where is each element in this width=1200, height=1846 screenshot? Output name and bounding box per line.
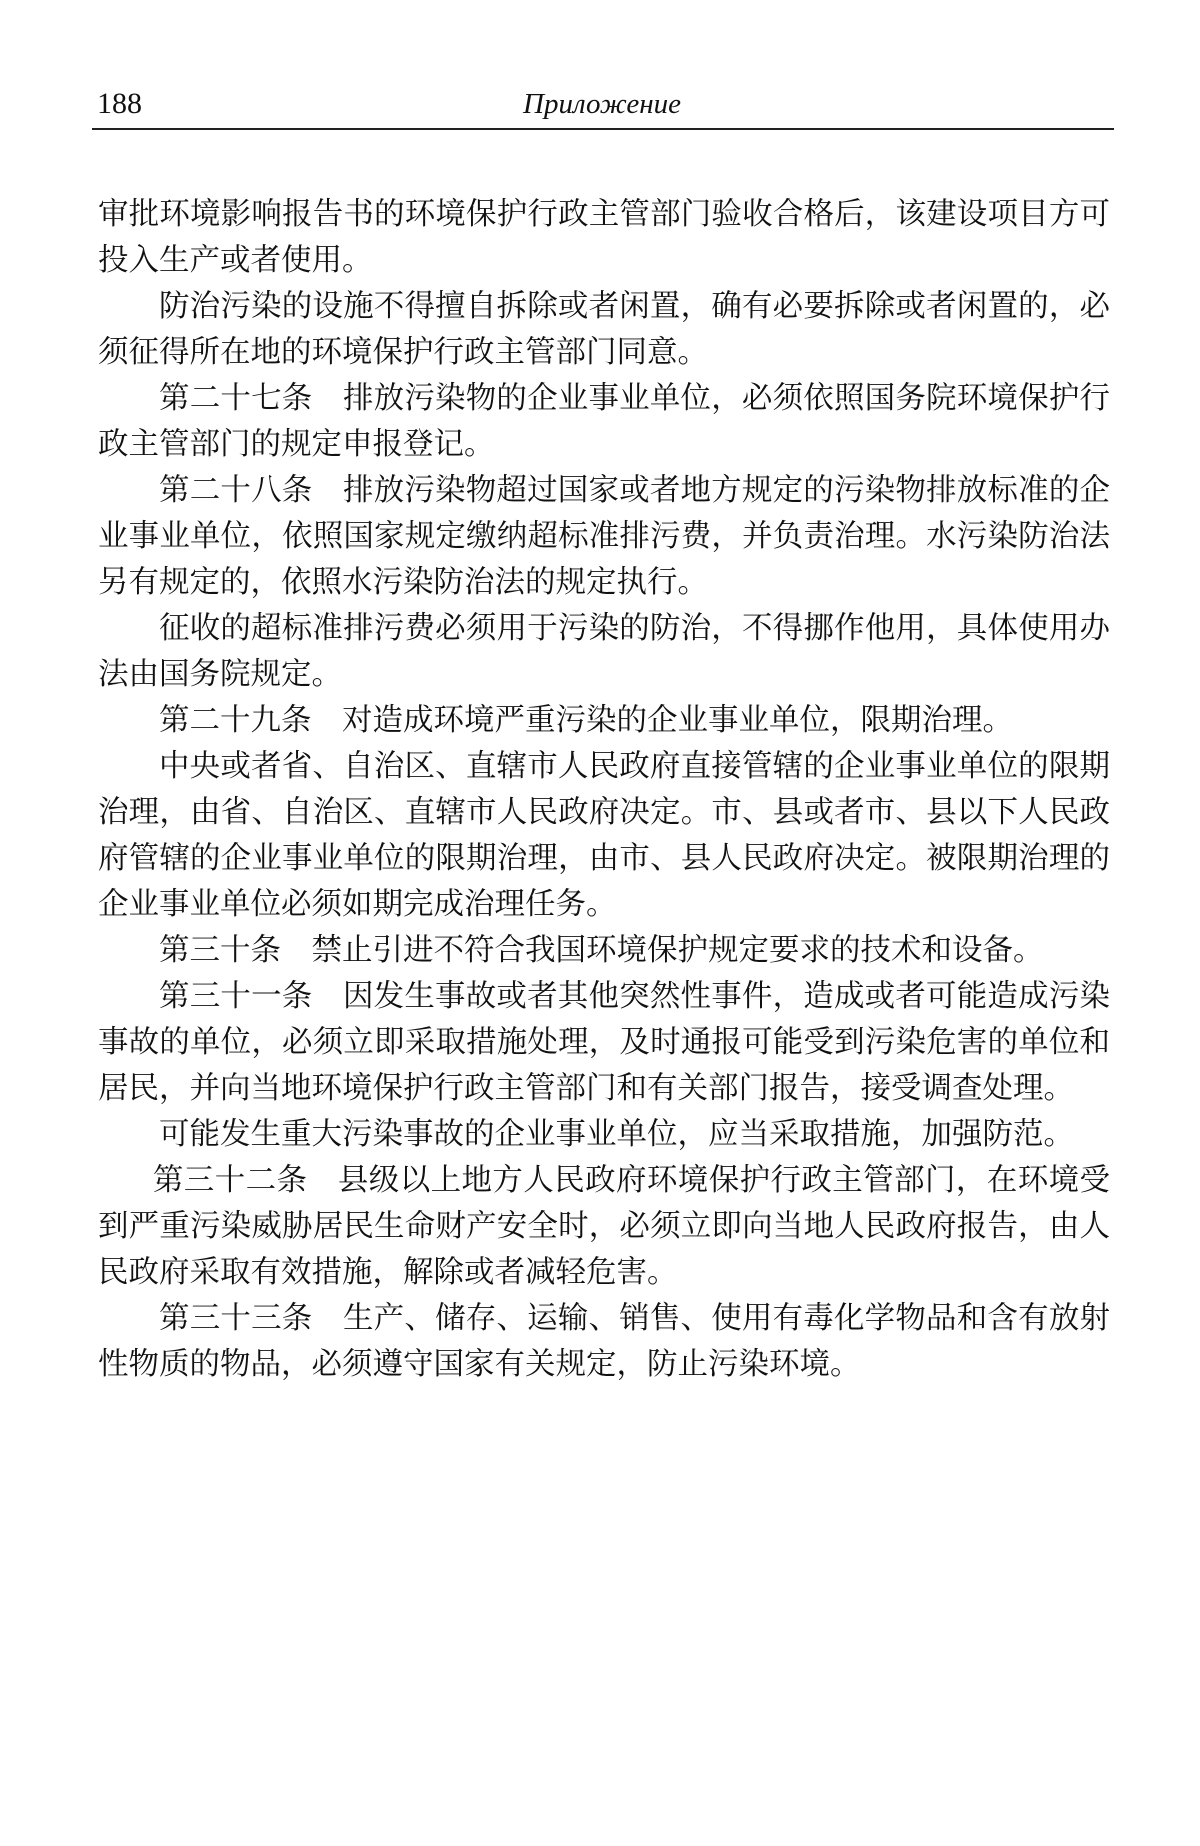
paragraph-text: 生产、储存、运输、销售、使用有毒化学物品和含有放射性物质的物品，必须遵守国家有关规定，防止污染环境。 <box>98 1301 1111 1382</box>
paragraph-text: 禁止引进不符合我国环境保护规定要求的技术和设备。 <box>311 933 1044 968</box>
article-number: 第三十条 <box>159 933 281 968</box>
paragraph-2 <box>98 284 1110 376</box>
article-number: 第二十七条 <box>159 381 313 416</box>
article-29 <box>98 698 1110 744</box>
paragraph-text: 排放污染物超过国家或者地方规定的污染物排放标准的企业事业单位，依照国家规定缴纳超标准排污费，并负责治理。水污染防治法另有规定的，依照水污染防治法的规定执行。 <box>98 473 1111 600</box>
paragraph-text: 审批环境影响报告书的环境保护行政主管部门验收合格后，该建设项目方可投入生产或者使用。 <box>98 197 1110 278</box>
article-33 <box>98 1296 1110 1388</box>
paragraph-text: 防治污染的设施不得擅自拆除或者闲置，确有必要拆除或者闲置的，必须征得所在地的环境保护行政主管部门同意。 <box>98 289 1110 370</box>
paragraph-text: 对造成环境严重污染的企业事业单位，限期治理。 <box>342 703 1013 738</box>
paragraph-text: 因发生事故或者其他突然性事件，造成或者可能造成污染事故的单位，必须立即采取措施处理，及时通报可能受到污染危害的单位和居民，并向当地环境保护行政主管部门和有关部门报告，接受调查处理。 <box>98 979 1111 1106</box>
page-number: 188 <box>97 87 142 120</box>
running-header <box>92 84 1112 128</box>
paragraph-text: 县级以上地方人民政府环境保护行政主管部门，在环境受到严重污染威胁居民生命财产安全时，必须立即向当地人民政府报告，由人民政府采取有效措施，解除或者减轻危害。 <box>98 1163 1111 1290</box>
section-title: Приложение <box>523 88 681 120</box>
paragraph-text: 排放污染物的企业事业单位，必须依照国务院环境保护行政主管部门的规定申报登记。 <box>98 381 1111 462</box>
paragraph-text: 征收的超标准排污费必须用于污染的防治，不得挪作他用，具体使用办法由国务院规定。 <box>98 611 1110 692</box>
article-31 <box>98 974 1110 1112</box>
article-27 <box>98 376 1110 468</box>
article-32 <box>98 1158 1110 1296</box>
paragraph-1 <box>98 192 1110 284</box>
paragraph-text: 可能发生重大污染事故的企业事业单位，应当采取措施，加强防范。 <box>159 1117 1074 1152</box>
article-number: 第二十九条 <box>159 703 312 738</box>
paragraph-5 <box>98 606 1110 698</box>
article-number: 第二十八条 <box>159 473 313 508</box>
article-number: 第三十二条 <box>152 1163 308 1198</box>
article-30 <box>98 928 1110 974</box>
body-text <box>98 192 1110 1388</box>
paragraph-7 <box>98 744 1110 928</box>
article-number: 第三十一条 <box>159 979 313 1014</box>
article-number: 第三十三条 <box>159 1301 313 1336</box>
paragraph-10 <box>98 1112 1110 1158</box>
header-rule <box>92 128 1114 130</box>
paragraph-text: 中央或者省、自治区、直辖市人民政府直接管辖的企业事业单位的限期治理，由省、自治区、直辖市人民政府决定。市、县或者市、县以下人民政府管辖的企业事业单位的限期治理，由市、县人民政府决定。被限期治理的企业事业单位必须如期完成治理任务。 <box>98 749 1110 922</box>
article-28 <box>98 468 1110 606</box>
